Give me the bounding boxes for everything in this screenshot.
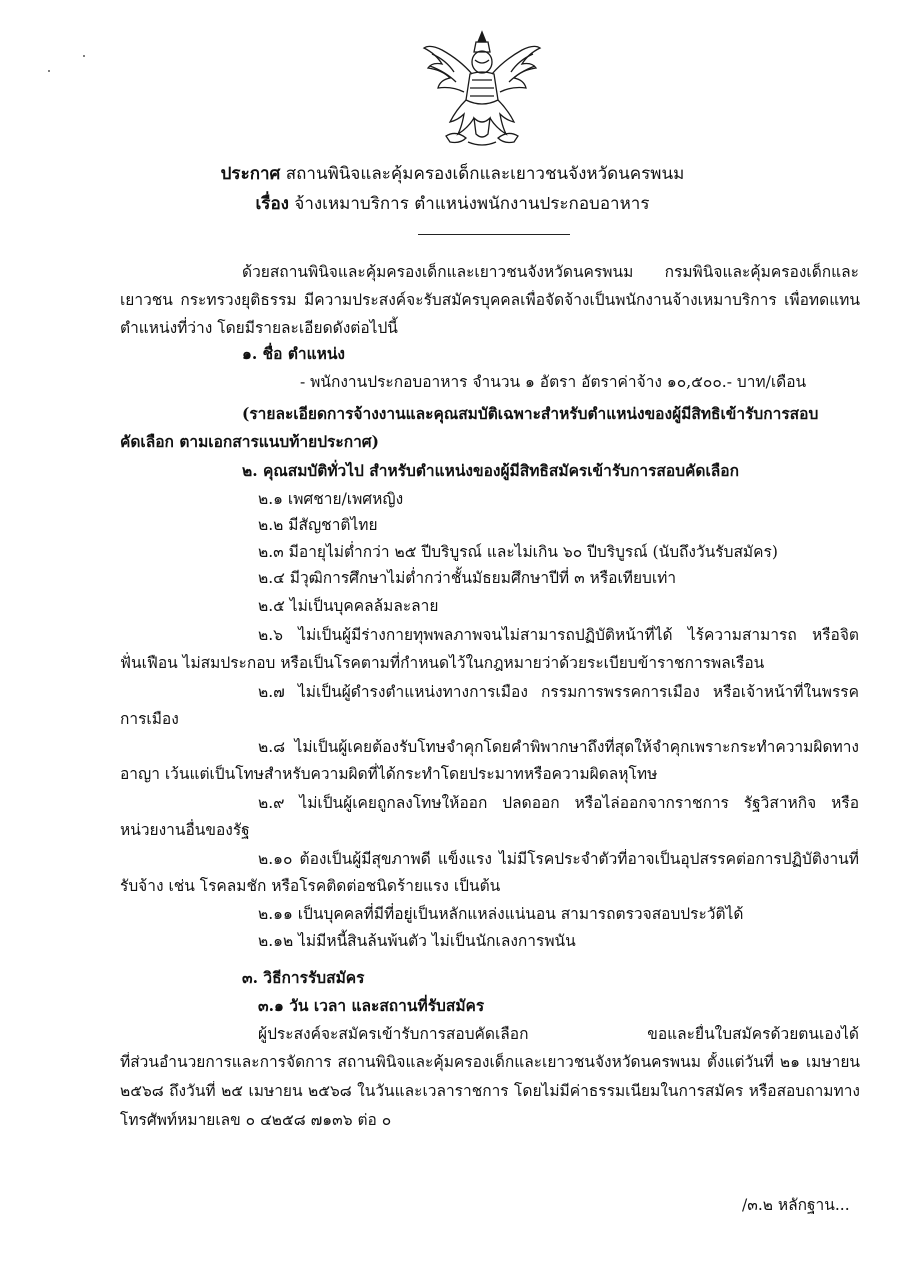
qualification-item: ๒.๙ ไม่เป็นผู้เคยถูกลงโทษให้ออก ปลดออก หรือไล่ออกจากราชการ รัฐวิสาหกิจ หรือ — [258, 794, 859, 812]
announcement-label: ประกาศ — [220, 164, 281, 184]
section-3-1-heading: ๓.๑ วัน เวลา และสถานที่รับสมัคร — [258, 996, 485, 1015]
qualification-item: ๒.๑ เพศชาย/เพศหญิง — [258, 490, 404, 508]
section-1-note: (รายละเอียดการจ้างงานและคุณสมบัติเฉพาะสำหรับตำแหน่งของผู้มีสิทธิเข้ารับการสอบ — [242, 404, 819, 423]
qualification-item-cont: การเมือง — [120, 710, 179, 728]
application-paragraph: ผู้ประสงค์จะสมัครเข้ารับการสอบคัดเลือก ขอและยื่นใบสมัครด้วยตนเองได้ — [258, 1025, 859, 1043]
intro-line: ด้วยสถานพินิจและคุ้มครองเด็กและเยาวชนจังหวัดนครพนม กรมพินิจและคุ้มครองเด็กและ — [242, 263, 859, 281]
section-3-heading: ๓. วิธีการรับสมัคร — [242, 968, 365, 987]
application-paragraph: ที่ส่วนอำนวยการและการจัดการ สถานพินิจและคุ้มครองเด็กและเยาวชนจังหวัดนครพนม ตั้งแต่วันที่ ๒๑ เมษายน — [120, 1053, 860, 1071]
qualification-item: ๒.๔ มีวุฒิการศึกษาไม่ต่ำกว่าชั้นมัธยมศึกษาปีที่ ๓ หรือเทียบเท่า — [258, 569, 677, 587]
qualification-item-cont: หน่วยงานอื่นของรัฐ — [120, 821, 250, 839]
intro-line: ตำแหน่งที่ว่าง โดยมีรายละเอียดดังต่อไปนี้ — [120, 319, 398, 337]
section-2-heading: ๒. คุณสมบัติทั่วไป สำหรับตำแหน่งของผู้มีสิทธิสมัครเข้ารับการสอบคัดเลือก — [242, 461, 739, 480]
section-1-heading: ๑. ชื่อ ตำแหน่ง — [242, 344, 345, 363]
intro-line: เยาวชน กระทรวงยุติธรรม มีความประสงค์จะรับสมัครบุคคลเพื่อจัดจ้างเป็นพนักงานจ้างเหมาบริการ เพื่อทดแทน — [120, 291, 860, 309]
qualification-item: ๒.๑๒ ไม่มีหนี้สินล้นพ้นตัว ไม่เป็นนักเลงการพนัน — [258, 932, 576, 950]
subject-label: เรื่อง — [255, 194, 289, 214]
announcement-issuer: สถานพินิจและคุ้มครองเด็กและเยาวชนจังหวัดนครพนม — [285, 164, 685, 184]
application-paragraph: ๒๕๖๘ ถึงวันที่ ๒๕ เมษายน ๒๕๖๘ ในวันและเวลาราชการ โดยไม่มีค่าธรรมเนียมในการสมัคร หรือสอบถามทาง — [120, 1082, 860, 1100]
scan-speck — [48, 70, 50, 72]
announcement-subject — [0, 190, 905, 217]
qualification-item: ๒.๗ ไม่เป็นผู้ดำรงตำแหน่งทางการเมือง กรรมการพรรคการเมือง หรือเจ้าหน้าที่ในพรรค — [258, 683, 859, 701]
qualification-item: ๒.๓ มีอายุไม่ต่ำกว่า ๒๕ ปีบริบูรณ์ และไม่เกิน ๖๐ ปีบริบูรณ์ (นับถึงวันรับสมัคร) — [258, 543, 778, 561]
announcement-title — [0, 160, 905, 187]
qualification-item-cont: รับจ้าง เช่น โรคลมชัก หรือโรคติดต่อชนิดร้ายแรง เป็นต้น — [120, 877, 501, 895]
scan-speck — [83, 55, 85, 57]
header-divider — [418, 234, 570, 235]
qualification-item-cont: ฟั่นเฟือน ไม่สมประกอบ หรือเป็นโรคตามที่กำหนดไว้ในกฎหมายว่าด้วยระเบียบข้าราชการพลเรือน — [120, 654, 765, 672]
qualification-item: ๒.๒ มีสัญชาติไทย — [258, 516, 378, 534]
qualification-item: ๒.๘ ไม่เป็นผู้เคยต้องรับโทษจำคุกโดยคำพิพากษาถึงที่สุดให้จำคุกเพราะกระทำความผิดทาง — [258, 738, 859, 756]
qualification-item: ๒.๖ ไม่เป็นผู้มีร่างกายทุพพลภาพจนไม่สามารถปฏิบัติหน้าที่ได้ ไร้ความสามารถ หรือจิต — [258, 626, 859, 644]
qualification-item-cont: อาญา เว้นแต่เป็นโทษสำหรับความผิดที่ได้กระทำโดยประมาทหรือความผิดลหุโทษ — [120, 765, 658, 783]
section-1-note: คัดเลือก ตามเอกสารแนบท้ายประกาศ) — [120, 432, 379, 451]
qualification-item: ๒.๕ ไม่เป็นบุคคลล้มละลาย — [258, 597, 439, 615]
application-paragraph: โทรศัพท์หมายเลข ๐ ๔๒๕๘ ๗๑๓๖ ต่อ ๐ — [120, 1111, 392, 1129]
qualification-item: ๒.๑๐ ต้องเป็นผู้มีสุขภาพดี แข็งแรง ไม่มีโรคประจำตัวที่อาจเป็นอุปสรรคต่อการปฏิบัติงานที่ — [258, 850, 859, 868]
subject-text: จ้างเหมาบริการ ตำแหน่งพนักงานประกอบอาหาร — [294, 194, 650, 214]
garuda-emblem-icon — [420, 30, 545, 148]
qualification-item: ๒.๑๑ เป็นบุคคลที่มีที่อยู่เป็นหลักแหล่งแน่นอน สามารถตรวจสอบประวัติได้ — [258, 905, 744, 923]
page-continuation: /๓.๒ หลักฐาน... — [742, 1196, 850, 1214]
position-line: - พนักงานประกอบอาหาร จำนวน ๑ อัตรา อัตราค่าจ้าง ๑๐,๕๐๐.- บาท/เดือน — [300, 373, 807, 391]
